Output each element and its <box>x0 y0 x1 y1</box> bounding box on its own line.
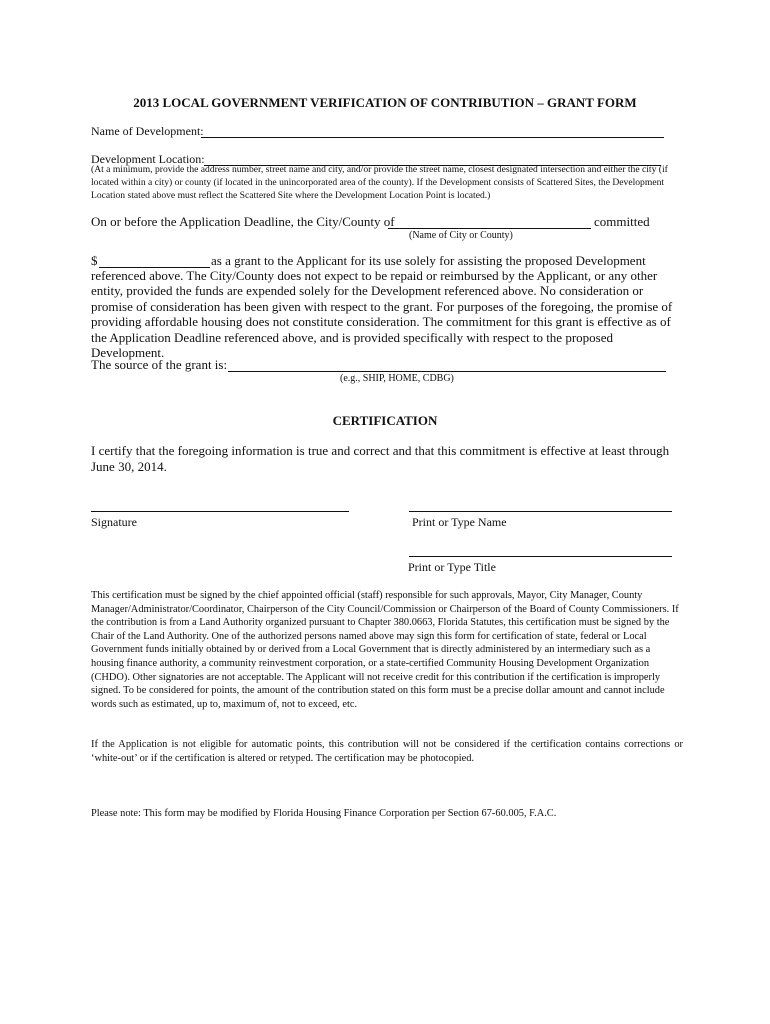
print-name-label: Print or Type Name <box>412 515 507 529</box>
city-county-field[interactable] <box>388 228 591 229</box>
certification-heading: CERTIFICATION <box>332 413 438 428</box>
signing-instructions: This certification must be signed by the chief appointed official (staff) responsible for such approvals, Mayor, City Manager, County Manager/Administrator/Coordinator, Chairperson of the City Council/Commission or Chairperson of the Board of County Commissioners. If the contribution is from a Land Authority organized pursuant to Chapter 380.0663, Florida Statutes, this certification must be signed by the Chair of the Land Authority. One of the authorized persons named above may sign this form for certification of state, federal or Local Government funds initially obtained by or derived from a Local Government that is directly administered by an intermediary such as a housing finance authority, a community reinvestment corporation, or a state-certified Community Housing Development Organization (CHDO). Other signatories are not acceptable. The Applicant will not receive credit for this contribution if the certification is improperly signed. To be considered for points, the amount of the contribution stated on this form must be a precise dollar amount and cannot include words such as estimated, up to, maximum of, not to exceed, etc. <box>91 590 679 710</box>
deadline-text: On or before the Application Deadline, the City/County of <box>91 214 395 229</box>
signature-label: Signature <box>91 515 137 529</box>
source-caption: (e.g., SHIP, HOME, CDBG) <box>340 373 454 384</box>
print-title-field[interactable] <box>409 556 672 557</box>
grant-paragraph: referenced above. The City/County does not expect to be repaid or reimbursed by the Applicant, or any other entity, provided the funds are expended solely for the Development referenced above. No consideration or promise of consideration has been given with respect to the grant. For purposes of the foregoing, the promise of providing affordable housing does not constitute consideration. The commitment for this grant is effective as of the Application Deadline referenced above, and is provided specifically with respect to the proposed Development. <box>91 268 673 361</box>
signature-field[interactable] <box>91 511 349 512</box>
eligibility-note: If the Application is not eligible for automatic points, this contribution will not be considered if the certification contains corrections or ‘white-out’ or if the certification is altered or retyped. The certification may be photocopied. <box>91 739 683 764</box>
name-of-development-field[interactable] <box>201 137 664 138</box>
form-title: 2013 LOCAL GOVERNMENT VERIFICATION OF CONTRIBUTION – GRANT FORM <box>133 95 637 110</box>
print-title-label: Print or Type Title <box>408 560 496 574</box>
print-name-field[interactable] <box>409 511 672 512</box>
please-note: Please note: This form may be modified by Florida Housing Finance Corporation per Section 67-60.005, F.A.C. <box>91 808 557 819</box>
city-county-caption: (Name of City or County) <box>409 230 513 241</box>
dollar-sign: $ <box>91 253 98 268</box>
committed-text: committed <box>594 214 650 229</box>
grant-source-field[interactable] <box>228 371 666 372</box>
development-location-label: Development Location: <box>91 152 205 166</box>
location-instructions: (At a minimum, provide the address number, street name and city, and/or provide the street name, closest designated intersection and either the city (if located within a city) or county (if located in the unincorporated area of the county). If the Development consists of Scattered Sites, the Development Location stated above must reflect the Scattered Site where the Development Location Point is located.) <box>91 164 668 202</box>
source-label: The source of the grant is: <box>91 357 228 372</box>
name-of-development-label: Name of Development: <box>91 124 204 138</box>
certify-statement: I certify that the foregoing information is true and correct and that this commitment is effective at least through June 30, 2014. <box>91 443 670 474</box>
grant-line-1: as a grant to the Applicant for its use solely for assisting the proposed Development <box>211 253 646 268</box>
